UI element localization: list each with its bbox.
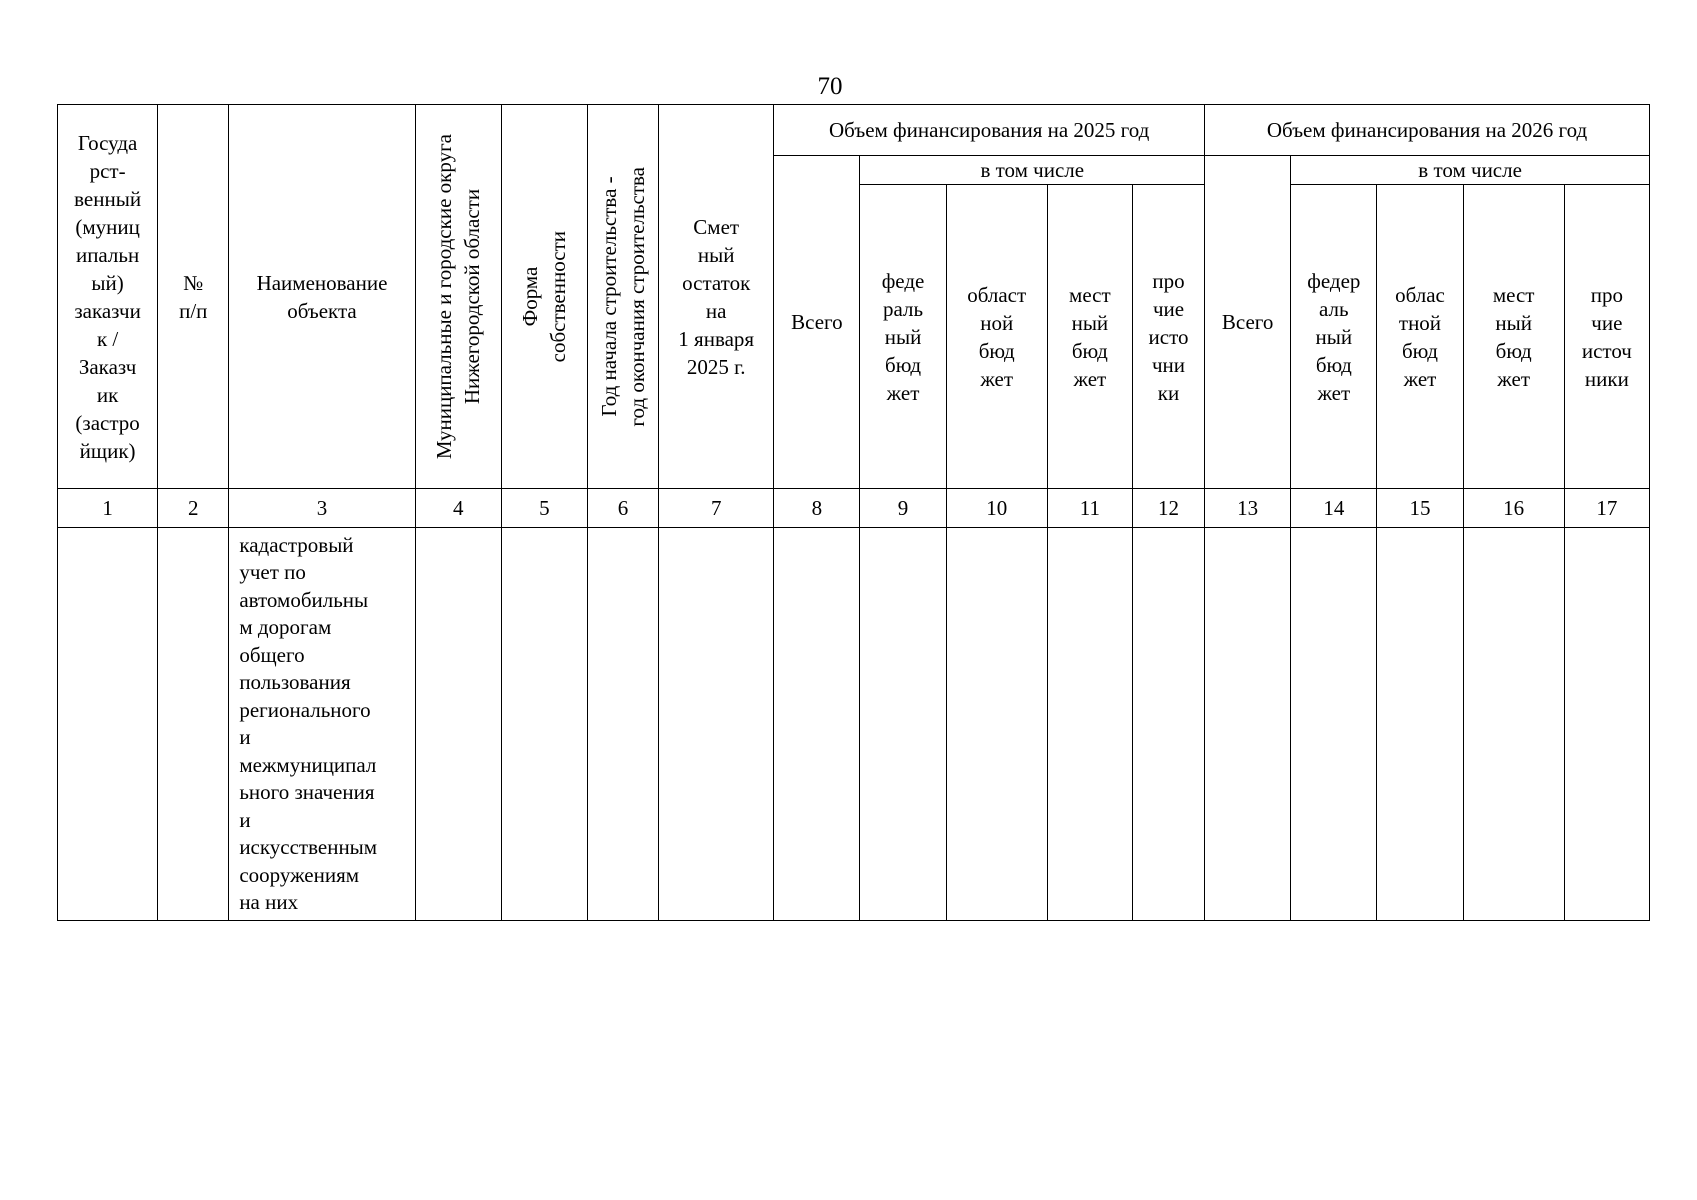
cell-municipality — [415, 528, 501, 921]
column-number: 8 — [774, 489, 860, 528]
column-number: 17 — [1564, 489, 1649, 528]
column-number-row — [58, 489, 1650, 528]
column-number: 3 — [229, 489, 415, 528]
cell-2026-other — [1564, 528, 1649, 921]
header-2026-federal: федер аль ный бюд жет — [1291, 185, 1377, 489]
cell-number — [158, 528, 229, 921]
header-2025-total: Всего — [774, 156, 860, 489]
column-number: 12 — [1132, 489, 1204, 528]
column-number: 14 — [1291, 489, 1377, 528]
cell-estimate-balance — [659, 528, 774, 921]
header-object-name: Наименование объекта — [229, 105, 415, 489]
column-number: 6 — [587, 489, 658, 528]
cell-ownership — [501, 528, 587, 921]
cell-object-name: кадастровый учет по автомобильны м дорогам общего пользования регионального и межмуниципал ьного значения и искусственным сооружениям на них — [229, 528, 415, 921]
column-number: 2 — [158, 489, 229, 528]
header-2025-regional: област ной бюд жет — [946, 185, 1047, 489]
column-number: 5 — [501, 489, 587, 528]
column-number: 9 — [860, 489, 946, 528]
header-2025-including: в том числе — [860, 156, 1205, 185]
column-number: 7 — [659, 489, 774, 528]
column-number: 15 — [1377, 489, 1463, 528]
header-number: № п/п — [158, 105, 229, 489]
page-number: 70 — [817, 73, 843, 100]
cell-2026-federal — [1291, 528, 1377, 921]
column-number: 13 — [1205, 489, 1291, 528]
header-funding-2025: Объем финансирования на 2025 год — [774, 105, 1205, 156]
header-municipality: Муниципальные и городские округа Нижегородской области — [432, 133, 485, 460]
column-number: 4 — [415, 489, 501, 528]
header-2026-total: Всего — [1205, 156, 1291, 489]
column-number: 11 — [1047, 489, 1132, 528]
header-ownership-cell — [501, 105, 587, 489]
investment-table — [57, 104, 1650, 921]
header-2025-other: про чие исто чни ки — [1132, 185, 1204, 489]
header-ownership: Форма собственности — [518, 230, 571, 363]
header-2025-federal: феде раль ный бюд жет — [860, 185, 946, 489]
header-years: Год начала строительства - год окончания строительства — [597, 166, 650, 427]
header-estimate-balance: Смет ный остаток на 1 января 2025 г. — [659, 105, 774, 489]
header-funding-2026: Объем финансирования на 2026 год — [1205, 105, 1650, 156]
table-row — [58, 528, 1650, 921]
header-customer: Госуда рст- венный (муниц ипальн ый) заказчи к / Заказч ик (застро йщик) — [58, 105, 158, 489]
cell-years — [587, 528, 658, 921]
header-2026-regional: облас тной бюд жет — [1377, 185, 1463, 489]
cell-2026-total — [1205, 528, 1291, 921]
cell-2025-other — [1132, 528, 1204, 921]
column-number: 1 — [58, 489, 158, 528]
cell-2025-local — [1047, 528, 1132, 921]
column-number: 10 — [946, 489, 1047, 528]
header-2026-local: мест ный бюд жет — [1463, 185, 1564, 489]
header-years-cell — [587, 105, 658, 489]
cell-2026-local — [1463, 528, 1564, 921]
cell-customer — [58, 528, 158, 921]
header-2026-including: в том числе — [1291, 156, 1650, 185]
cell-2025-regional — [946, 528, 1047, 921]
header-2025-local: мест ный бюд жет — [1047, 185, 1132, 489]
column-number: 16 — [1463, 489, 1564, 528]
cell-2025-federal — [860, 528, 946, 921]
cell-2025-total — [774, 528, 860, 921]
header-2026-other: про чие источ ники — [1564, 185, 1649, 489]
header-municipality-cell — [415, 105, 501, 489]
cell-2026-regional — [1377, 528, 1463, 921]
